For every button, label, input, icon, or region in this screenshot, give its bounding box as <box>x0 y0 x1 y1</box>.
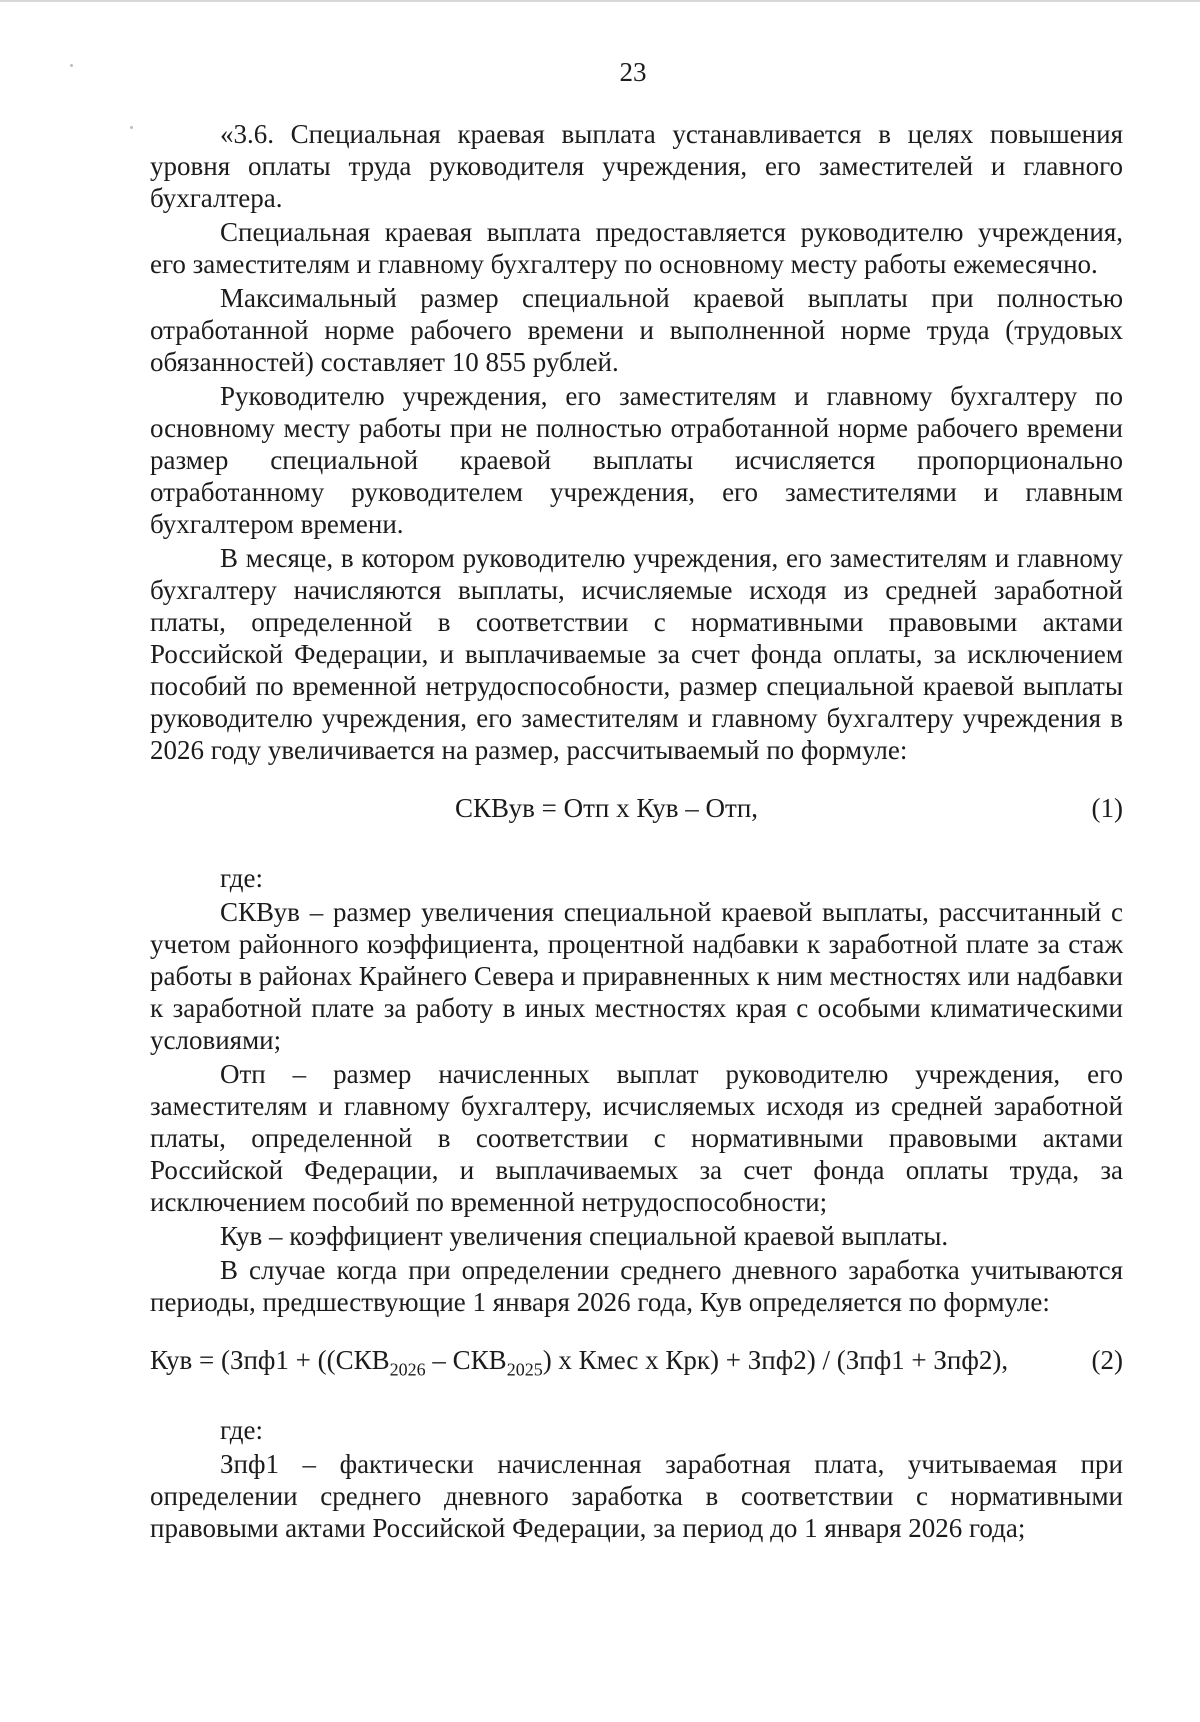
paragraph: «3.6. Специальная краевая выплата устанавливается в целях повышения уровня оплаты труда руководителя учреждения, его заместителей и главного бухгалтера. <box>150 119 1123 213</box>
document-body <box>150 118 1123 1546</box>
definition: В случае когда при определении среднего дневного заработка учитываются периоды, предшествующие 1 января 2026 года, Кув определяется по формуле: <box>150 1255 1123 1317</box>
definition: Зпф1 – фактически начисленная заработная плата, учитываемая при определении среднего дневного заработка в соответствии с нормативными правовыми актами Российской Федерации, за период до 1 января 2026 года; <box>150 1449 1123 1543</box>
formula-2-part: Кув = (Зпф1 + ((СКВ <box>150 1345 390 1375</box>
formula-2 <box>150 1344 1123 1380</box>
paragraph: Специальная краевая выплата предоставляется руководителю учреждения, его заместителям и главному бухгалтеру по основному месту работы ежемесячно. <box>150 217 1123 279</box>
formula-2-subscript: 2025 <box>506 1359 543 1380</box>
definition: СКВув – размер увеличения специальной краевой выплаты, рассчитанный с учетом районного коэффициента, процентной надбавки к заработной плате за стаж работы в районах Крайнего Севера и приравненных к ним местностях или надбавки к заработной плате за работу в иных местностях края с особыми климатическими условиями; <box>150 897 1123 1055</box>
formula-2-part: ) х Кмес х Крк) + Зпф2) / (Зпф1 + Зпф2), <box>542 1345 1009 1375</box>
scan-speck <box>130 126 133 129</box>
paragraph: Максимальный размер специальной краевой выплаты при полностью отработанной норме рабочего времени и выполненной норме труда (трудовых обязанностей) составляет 10 855 рублей. <box>150 283 1123 377</box>
formula-2-text <box>150 1345 1009 1380</box>
formula-2-number: (2) <box>1091 1345 1123 1375</box>
formula-2-part: – СКВ <box>425 1345 507 1375</box>
formula-1-number: (1) <box>1091 793 1123 823</box>
formula-2-subscript: 2026 <box>389 1359 426 1380</box>
paragraph: В месяце, в котором руководителю учреждения, его заместителям и главному бухгалтеру начисляются выплаты, исчисляемые исходя из средней заработной платы, определенной в соответствии с нормативными правовыми актами Российской Федерации, и выплачиваемые за счет фонда оплаты, за исключением пособий по временной нетрудоспособности, размер специальной краевой выплаты руководителю учреждения, его заместителям и главному бухгалтеру учреждения в 2026 году увеличивается на размер, рассчитываемый по формуле: <box>150 543 1123 765</box>
paragraph: Руководителю учреждения, его заместителям и главному бухгалтеру по основному месту работы при не полностью отработанной норме рабочего времени размер специальной краевой выплаты исчисляется пропорционально отработанному руководителем учреждения, его заместителями и главным бухгалтером времени. <box>150 381 1123 539</box>
page-edge <box>0 0 1200 2</box>
formula-1-text: СКВув = Отп х Кув – Отп, <box>454 793 759 823</box>
definition: Отп – размер начисленных выплат руководителю учреждения, его заместителям и главному бухгалтеру, исчисляемых исходя из средней заработной платы, определенной в соответствии с нормативными правовыми актами Российской Федерации, и выплачиваемых за счет фонда оплаты труда, за исключением пособий по временной нетрудоспособности; <box>150 1059 1123 1217</box>
where-label: где: <box>220 863 263 893</box>
page-number: 23 <box>619 57 647 87</box>
where-label: где: <box>220 1415 263 1445</box>
definition: Кув – коэффициент увеличения специальной краевой выплаты. <box>220 1221 949 1251</box>
formula-1 <box>150 792 1123 824</box>
